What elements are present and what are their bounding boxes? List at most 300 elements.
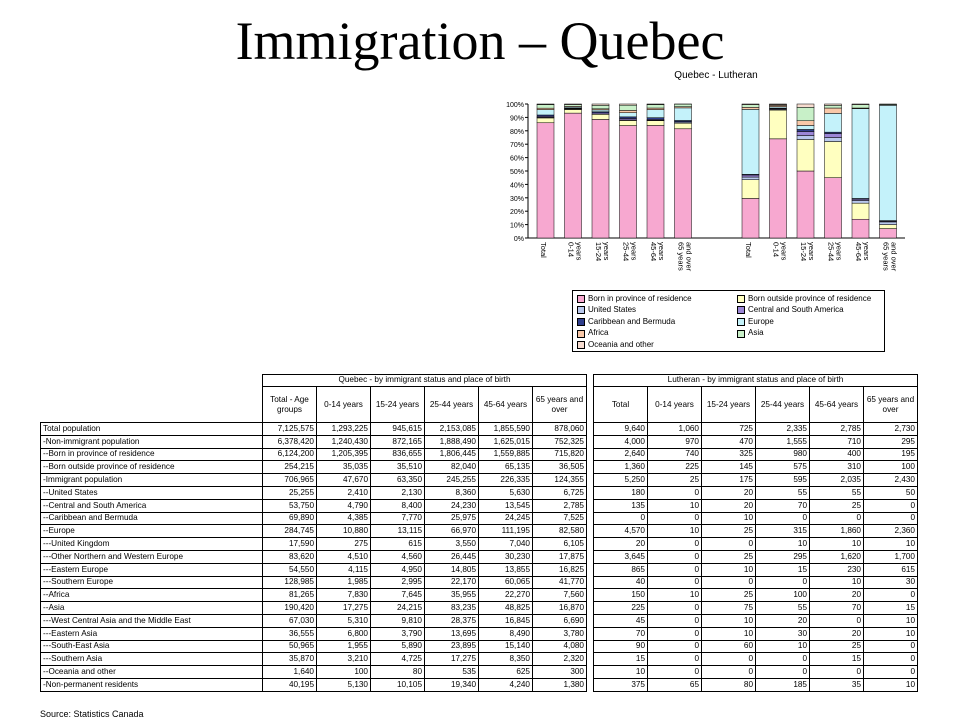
table-cell: 0	[864, 499, 918, 512]
data-table	[40, 374, 918, 692]
x-tick-label: years	[834, 242, 844, 261]
table-cell: 13,115	[371, 525, 425, 538]
table-cell: 15	[756, 563, 810, 576]
table-cell: 0	[648, 640, 702, 653]
table-cell: 15	[810, 653, 864, 666]
bar-segment	[880, 222, 897, 225]
bar-segment	[742, 104, 759, 105]
table-cell: 0	[648, 614, 702, 627]
table-cell	[587, 435, 594, 448]
legend-swatch	[737, 330, 745, 338]
bar-segment	[565, 104, 582, 105]
table-row	[41, 486, 918, 499]
table-cell: 22,170	[425, 576, 479, 589]
table-cell: 1,640	[263, 666, 317, 679]
table-cell: 47,670	[317, 474, 371, 487]
table-cell: 245,255	[425, 474, 479, 487]
row-label: ---Southern Asia	[41, 653, 263, 666]
table-cell: 740	[648, 448, 702, 461]
bar-segment	[825, 133, 842, 137]
table-cell: 10	[648, 525, 702, 538]
table-cell: 1,860	[810, 525, 864, 538]
table-cell: 5,630	[479, 486, 533, 499]
table-cell: 54,550	[263, 563, 317, 576]
table-cell: 710	[810, 435, 864, 448]
table-cell	[587, 653, 594, 666]
table-cell: 5,250	[594, 474, 648, 487]
table-row	[41, 474, 918, 487]
table-cell: 535	[425, 666, 479, 679]
table-cell	[587, 448, 594, 461]
table-cell: 470	[702, 435, 756, 448]
table-cell: 0	[648, 666, 702, 679]
legend-swatch	[737, 318, 745, 326]
table-cell	[587, 640, 594, 653]
x-tick-label: years	[862, 242, 871, 261]
table-cell: 25	[810, 640, 864, 653]
table-cell: 2,153,085	[425, 423, 479, 436]
table-cell: 67,030	[263, 614, 317, 627]
legend-label: Oceania and other	[588, 339, 654, 349]
table-cell: 325	[702, 448, 756, 461]
bar-segment	[825, 178, 842, 238]
table-cell: 0	[702, 576, 756, 589]
table-cell: 2,785	[810, 423, 864, 436]
bar-segment	[620, 113, 637, 117]
table-cell: 24,245	[479, 512, 533, 525]
y-tick-label: 40%	[509, 182, 524, 190]
bar-segment	[852, 109, 869, 199]
bar-segment	[825, 104, 842, 105]
table-cell: 10	[756, 640, 810, 653]
table-cell: 10	[594, 666, 648, 679]
table-cell: 6,725	[533, 486, 587, 499]
table-cell: 83,235	[425, 602, 479, 615]
table-cell: 0	[648, 627, 702, 640]
table-cell: 4,510	[317, 550, 371, 563]
table-cell: 20	[702, 486, 756, 499]
x-tick-label: years	[779, 242, 789, 261]
legend-label: Europe	[748, 316, 774, 326]
table-cell: 226,335	[479, 474, 533, 487]
table-cell: 70	[810, 602, 864, 615]
table-cell: 145	[702, 461, 756, 474]
table-row	[41, 461, 918, 474]
table-cell: 65,135	[479, 461, 533, 474]
column-header: 15-24 years	[371, 387, 425, 423]
table-cell: 60,065	[479, 576, 533, 589]
table-row	[41, 589, 918, 602]
table-cell: 310	[810, 461, 864, 474]
table-cell	[587, 627, 594, 640]
table-cell	[587, 512, 594, 525]
bar-segment	[797, 125, 814, 129]
table-cell: 1,620	[810, 550, 864, 563]
table-cell: 3,780	[533, 627, 587, 640]
table-cell: 865	[594, 563, 648, 576]
legend-label: Asia	[748, 328, 764, 338]
column-header: 65 years and over	[533, 387, 587, 423]
table-cell: 4,240	[479, 678, 533, 691]
table-cell: 5,890	[371, 640, 425, 653]
row-label: --Asia	[41, 602, 263, 615]
y-tick-label: 70%	[509, 142, 524, 150]
bar-segment	[675, 104, 692, 107]
legend-swatch	[577, 318, 585, 326]
legend-label: Caribbean and Bermuda	[588, 316, 676, 326]
table-cell: 13,545	[479, 499, 533, 512]
table-cell: 575	[756, 461, 810, 474]
row-label: Total population	[41, 423, 263, 436]
table-cell: 2,360	[864, 525, 918, 538]
row-label: ---Other Northern and Western Europe	[41, 550, 263, 563]
table-cell: 128,985	[263, 576, 317, 589]
table-cell: 63,350	[371, 474, 425, 487]
table-row	[41, 576, 918, 589]
table-cell: 55	[756, 602, 810, 615]
table-cell: 0	[756, 653, 810, 666]
legend-label: Born outside province of residence	[748, 293, 872, 303]
table-cell: 55	[756, 486, 810, 499]
table-cell: 80	[702, 678, 756, 691]
table-cell: 725	[702, 423, 756, 436]
table-cell: 26,445	[425, 550, 479, 563]
table-cell: 6,124,200	[263, 448, 317, 461]
bar-segment	[592, 119, 609, 238]
table-cell: 10	[756, 538, 810, 551]
table-cell: 81,265	[263, 589, 317, 602]
table-cell: 30	[756, 627, 810, 640]
table-cell: 2,730	[864, 423, 918, 436]
table-cell	[587, 538, 594, 551]
table-cell: 100	[756, 589, 810, 602]
column-header: 25-44 years	[425, 387, 479, 423]
table-cell: 4,000	[594, 435, 648, 448]
bar-segment	[537, 105, 554, 109]
table-cell: 40,195	[263, 678, 317, 691]
table-cell: 3,210	[317, 653, 371, 666]
table-cell: 0	[702, 538, 756, 551]
table-cell: 190,420	[263, 602, 317, 615]
bar-segment	[797, 131, 814, 135]
table-cell: 16,825	[533, 563, 587, 576]
bar-segment	[825, 113, 842, 132]
table-cell: 4,080	[533, 640, 587, 653]
table-cell: 0	[810, 666, 864, 679]
table-cell: 10	[864, 627, 918, 640]
bar-segment	[852, 200, 869, 203]
bar-segment	[770, 139, 787, 238]
bar-segment	[620, 126, 637, 238]
y-tick-label: 90%	[509, 115, 524, 123]
table-cell: 25	[702, 525, 756, 538]
bar-segment	[742, 180, 759, 199]
bar-segment	[565, 109, 582, 113]
table-cell: 254,215	[263, 461, 317, 474]
bar-segment	[852, 104, 869, 105]
table-cell: 615	[864, 563, 918, 576]
table-cell	[587, 576, 594, 589]
table-cell: 36,555	[263, 627, 317, 640]
table-cell: 0	[756, 576, 810, 589]
table-cell: 595	[756, 474, 810, 487]
legend-swatch	[577, 330, 585, 338]
table-cell	[587, 486, 594, 499]
row-label: ---South-East Asia	[41, 640, 263, 653]
table-cell: 4,385	[317, 512, 371, 525]
table-cell: 6,690	[533, 614, 587, 627]
table-row	[41, 640, 918, 653]
quebec-header: Quebec - by immigrant status and place of birth	[263, 375, 587, 387]
x-tick-label: 25-44	[826, 242, 836, 262]
table-cell: 15	[594, 653, 648, 666]
table-cell: 1,625,015	[479, 435, 533, 448]
bar-segment	[825, 142, 842, 178]
bar-segment	[797, 129, 814, 131]
table-cell: 2,335	[756, 423, 810, 436]
stacked-bar-chart	[500, 88, 910, 278]
bar-segment	[797, 107, 814, 120]
row-label: --Born outside province of residence	[41, 461, 263, 474]
table-cell: 10	[648, 499, 702, 512]
x-tick-label: years	[602, 242, 611, 261]
table-cell	[587, 614, 594, 627]
table-cell: 0	[756, 666, 810, 679]
table-cell: 836,655	[371, 448, 425, 461]
table-cell: 2,785	[533, 499, 587, 512]
row-label: --Europe	[41, 525, 263, 538]
table-cell: 13,695	[425, 627, 479, 640]
legend-item	[737, 305, 887, 317]
table-cell: 1,955	[317, 640, 371, 653]
bar-segment	[797, 140, 814, 171]
x-tick-label: years	[629, 242, 639, 261]
table-cell	[587, 499, 594, 512]
row-label: --United States	[41, 486, 263, 499]
legend-item	[577, 293, 737, 305]
table-cell: 0	[594, 512, 648, 525]
table-cell: 53,750	[263, 499, 317, 512]
x-tick-label: years	[657, 242, 666, 261]
table-cell: 10	[864, 678, 918, 691]
legend-swatch	[577, 295, 585, 303]
bar-segment	[675, 129, 692, 238]
table-row	[41, 499, 918, 512]
column-header: Total - Age groups	[263, 387, 317, 423]
table-cell: 1,205,395	[317, 448, 371, 461]
source-note: Source: Statistics Canada	[40, 709, 144, 719]
table-cell: 20	[756, 614, 810, 627]
x-tick-label: 15-24	[594, 242, 603, 262]
bar-segment	[647, 118, 664, 120]
table-cell: 35,955	[425, 589, 479, 602]
table-cell: 124,355	[533, 474, 587, 487]
table-row	[41, 448, 918, 461]
legend-label: Central and South America	[748, 305, 844, 315]
table-cell	[587, 602, 594, 615]
table-cell: 55	[810, 486, 864, 499]
row-label: -Non-permanent residents	[41, 678, 263, 691]
bar-segment	[675, 108, 692, 121]
table-cell	[587, 563, 594, 576]
table-cell: 7,040	[479, 538, 533, 551]
table-cell: 7,560	[533, 589, 587, 602]
table-cell: 0	[648, 602, 702, 615]
bar-segment	[647, 105, 664, 108]
table-cell: 2,035	[810, 474, 864, 487]
table-cell: 225	[594, 602, 648, 615]
column-header: 15-24 years	[702, 387, 756, 423]
row-label: ---Eastern Asia	[41, 627, 263, 640]
table-cell: 17,275	[425, 653, 479, 666]
table-cell: 9,810	[371, 614, 425, 627]
table-cell	[587, 387, 594, 423]
table-cell: 10	[702, 627, 756, 640]
bar-segment	[880, 225, 897, 229]
bar-segment	[565, 105, 582, 107]
table-cell: 4,560	[371, 550, 425, 563]
bar-segment	[647, 110, 664, 118]
row-label: ---Southern Europe	[41, 576, 263, 589]
table-cell: 35,510	[371, 461, 425, 474]
bar-segment	[620, 105, 637, 110]
table-cell: 878,060	[533, 423, 587, 436]
table-cell: 980	[756, 448, 810, 461]
table-cell	[41, 387, 263, 423]
table-cell: 25	[702, 550, 756, 563]
bar-segment	[880, 105, 897, 220]
bar-segment	[537, 123, 554, 238]
bar-segment	[797, 121, 814, 126]
bar-segment	[537, 110, 554, 115]
table-cell: 1,240,430	[317, 435, 371, 448]
table-group-header	[41, 375, 918, 387]
lutheran-header: Lutheran - by immigrant status and place of birth	[594, 375, 918, 387]
row-label: -Non-immigrant population	[41, 435, 263, 448]
x-tick-label: Total	[744, 242, 753, 258]
bar-segment	[797, 104, 814, 107]
table-cell: 7,125,575	[263, 423, 317, 436]
table-cell: 8,350	[479, 653, 533, 666]
table-cell: 25,975	[425, 512, 479, 525]
bar-segment	[620, 120, 637, 125]
table-cell: 35	[810, 678, 864, 691]
table-cell: 2,640	[594, 448, 648, 461]
x-tick-label: 45-64	[854, 242, 863, 262]
table-cell: 135	[594, 499, 648, 512]
legend-item	[737, 316, 887, 328]
legend-label: United States	[588, 305, 637, 315]
x-tick-label: Total	[539, 242, 548, 258]
table-cell: 7,770	[371, 512, 425, 525]
table-cell: 36,505	[533, 461, 587, 474]
table-cell: 60	[702, 640, 756, 653]
table-cell: 100	[317, 666, 371, 679]
table-cell: 295	[756, 550, 810, 563]
table-cell: 5,130	[317, 678, 371, 691]
table-cell: 111,195	[479, 525, 533, 538]
table-cell: 25	[810, 499, 864, 512]
table-cell: 83,620	[263, 550, 317, 563]
table-cell: 0	[864, 640, 918, 653]
table-cell: 24,230	[425, 499, 479, 512]
table-cell: 1,360	[594, 461, 648, 474]
table-row	[41, 666, 918, 679]
bar-segment	[825, 138, 842, 142]
column-header: 25-44 years	[756, 387, 810, 423]
table-cell: 10	[864, 614, 918, 627]
y-tick-label: 100%	[506, 102, 524, 109]
table-cell: 66,970	[425, 525, 479, 538]
bar-segment	[647, 121, 664, 126]
table-cell	[587, 375, 594, 387]
table-cell: 3,645	[594, 550, 648, 563]
bar-segment	[742, 109, 759, 174]
table-cell: 19,340	[425, 678, 479, 691]
bar-segment	[565, 113, 582, 238]
table-cell: 295	[864, 435, 918, 448]
bar-segment	[797, 135, 814, 139]
table-cell: 6,105	[533, 538, 587, 551]
table-cell: 13,855	[479, 563, 533, 576]
table-cell: 30	[864, 576, 918, 589]
table-cell: 0	[648, 550, 702, 563]
table-cell: 6,800	[317, 627, 371, 640]
legend-swatch	[577, 341, 585, 349]
table-column-header	[41, 387, 918, 423]
legend-item	[737, 328, 887, 340]
table-cell: 20	[702, 499, 756, 512]
bar-segment	[742, 175, 759, 177]
chart-title: Quebec - Lutheran	[674, 70, 758, 81]
legend-label: Africa	[588, 328, 609, 338]
row-label: ---West Central Asia and the Middle East	[41, 614, 263, 627]
table-cell: 195	[864, 448, 918, 461]
x-tick-label: and over	[889, 242, 899, 272]
y-tick-label: 30%	[509, 195, 524, 203]
column-header: 45-64 years	[810, 387, 864, 423]
table-row	[41, 512, 918, 525]
bar-segment	[592, 114, 609, 119]
row-label: --Oceania and other	[41, 666, 263, 679]
table-cell: 15,140	[479, 640, 533, 653]
table-cell: 0	[648, 563, 702, 576]
bar-segment	[592, 104, 609, 105]
table-cell	[587, 474, 594, 487]
legend-swatch	[737, 295, 745, 303]
table-cell	[587, 678, 594, 691]
table-cell: 10	[864, 538, 918, 551]
table-cell: 4,725	[371, 653, 425, 666]
table-cell: 20	[810, 589, 864, 602]
table-cell: 10	[702, 614, 756, 627]
table-cell: 225	[648, 461, 702, 474]
table-row	[41, 614, 918, 627]
table-row	[41, 423, 918, 436]
y-tick-label: 80%	[509, 128, 524, 136]
table-cell: 230	[810, 563, 864, 576]
table-cell: 50	[864, 486, 918, 499]
table-cell: 70	[594, 627, 648, 640]
table-row	[41, 563, 918, 576]
row-label: --Born in province of residence	[41, 448, 263, 461]
table-cell: 275	[317, 538, 371, 551]
bar-segment	[620, 104, 637, 105]
table-cell: 0	[648, 653, 702, 666]
table-row	[41, 538, 918, 551]
table-cell: 82,040	[425, 461, 479, 474]
table-cell: 0	[648, 538, 702, 551]
